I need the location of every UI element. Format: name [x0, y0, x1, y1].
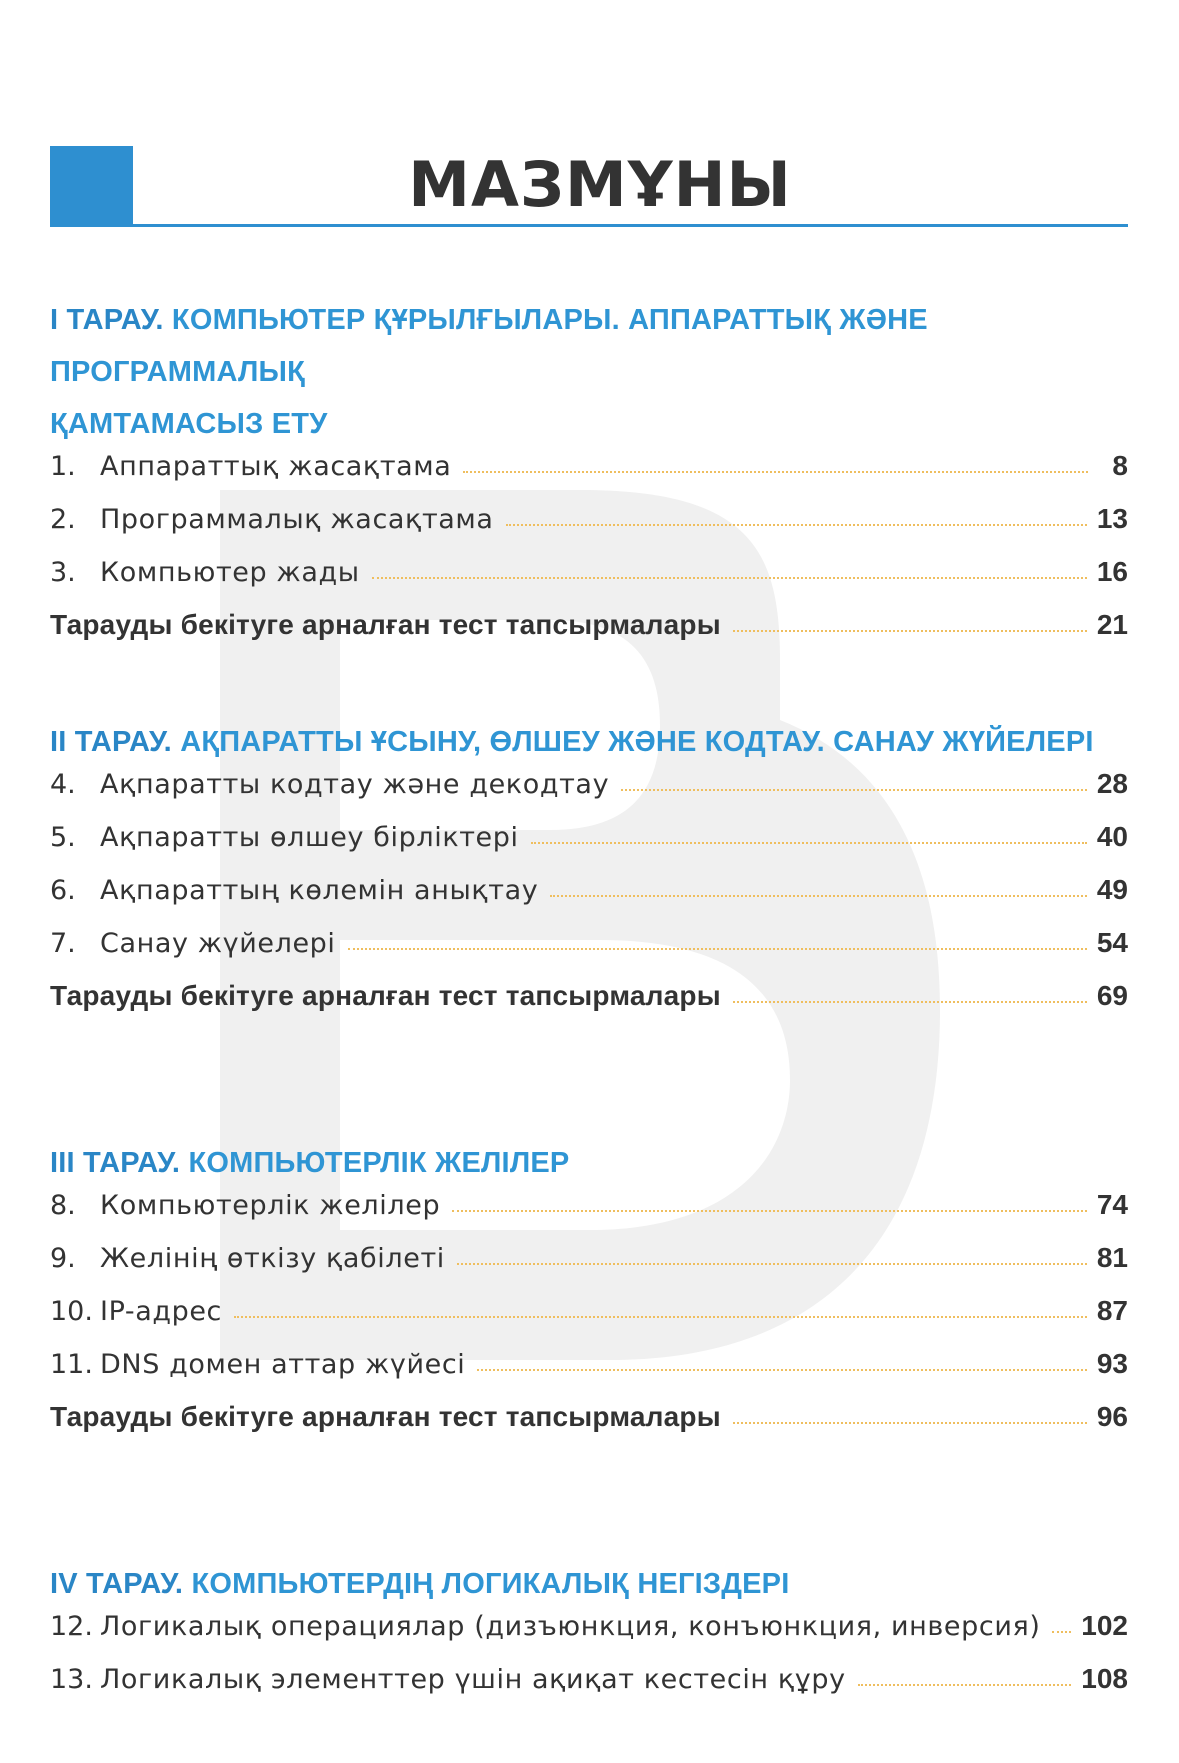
entry-page: 28 — [1096, 768, 1128, 799]
section-3 — [50, 1137, 1128, 1454]
toc-entry[interactable] — [50, 1610, 1128, 1663]
toc-entry[interactable] — [50, 1348, 1128, 1401]
toc-entry[interactable] — [50, 450, 1128, 503]
dot-leader — [372, 577, 1087, 579]
toc-test-entry[interactable] — [50, 1401, 1128, 1454]
entry-label: Желінің өткізу қабілеті — [100, 1243, 445, 1274]
entry-number: 4. — [50, 769, 76, 800]
dot-leader — [858, 1684, 1072, 1686]
entry-number: 13. — [50, 1664, 93, 1695]
entry-page: 21 — [1096, 609, 1128, 640]
entry-number: 5. — [50, 822, 76, 853]
section-4 — [50, 1558, 1128, 1716]
entry-number: 7. — [50, 928, 76, 959]
entry-number: 8. — [50, 1190, 76, 1221]
entry-number: 3. — [50, 557, 76, 588]
test-label: Тарауды бекітуге арналған тест тапсырмалары — [50, 980, 721, 1011]
toc-entry[interactable] — [50, 927, 1128, 980]
entry-label: Программалық жасақтама — [100, 504, 494, 535]
entry-label: DNS домен аттар жүйесі — [100, 1349, 466, 1380]
section-2-title[interactable] — [50, 716, 1128, 768]
toc-entry[interactable] — [50, 503, 1128, 556]
header-accent-square — [50, 146, 133, 226]
entry-page: 54 — [1096, 927, 1128, 958]
entry-label: Компьютерлік желілер — [100, 1190, 441, 1221]
dot-leader — [1052, 1631, 1071, 1633]
entry-label: Санау жүйелері — [100, 928, 336, 959]
entry-page: 69 — [1096, 980, 1128, 1011]
entry-label: Ақпаратты кодтау және декодтау — [100, 769, 610, 800]
section-4-title[interactable] — [50, 1558, 1128, 1610]
entry-number: 12. — [50, 1611, 93, 1642]
section-1-title[interactable] — [50, 294, 1128, 398]
entry-page: 102 — [1081, 1610, 1128, 1641]
entry-number: 10. — [50, 1296, 93, 1327]
toc-entry[interactable] — [50, 1189, 1128, 1242]
section-1-title-line1: КОМПЬЮТЕР ҚҰРЫЛҒЫЛАРЫ. АППАРАТТЫҚ ЖӘНЕ ПРОГРАММАЛЫҚ — [50, 304, 928, 388]
section-4-title-line1: КОМПЬЮТЕРДІҢ ЛОГИКАЛЫҚ НЕГІЗДЕРІ — [191, 1568, 790, 1600]
dot-leader — [234, 1316, 1087, 1318]
entry-label: Ақпаратты өлшеу бірліктері — [100, 822, 519, 853]
entry-number: 11. — [50, 1349, 93, 1380]
section-3-prefix: III ТАРАУ. — [50, 1147, 181, 1179]
toc-entry[interactable] — [50, 556, 1128, 609]
entry-label: Ақпараттың көлемін анықтау — [100, 875, 539, 906]
test-label: Тарауды бекітуге арналған тест тапсырмалары — [50, 609, 721, 640]
dot-leader — [733, 630, 1087, 632]
dot-leader — [452, 1210, 1087, 1212]
section-2 — [50, 716, 1128, 1033]
section-4-prefix: IV ТАРАУ. — [50, 1568, 184, 1600]
entry-number: 1. — [50, 451, 76, 482]
header-underline — [50, 224, 1128, 227]
dot-leader — [506, 524, 1087, 526]
section-3-title-line1: КОМПЬЮТЕРЛІК ЖЕЛІЛЕР — [188, 1147, 570, 1179]
dot-leader — [457, 1263, 1087, 1265]
toc-entry[interactable] — [50, 1295, 1128, 1348]
entry-label: Логикалық элементтер үшін ақиқат кестесін құру — [100, 1664, 846, 1695]
section-1-title-line2: ҚАМТАМАСЫЗ ЕТУ — [50, 408, 328, 440]
entry-page: 49 — [1096, 874, 1128, 905]
section-2-prefix: II ТАРАУ. — [50, 726, 172, 758]
dot-leader — [477, 1369, 1086, 1371]
entry-page: 87 — [1096, 1295, 1128, 1326]
entry-page: 13 — [1096, 503, 1128, 534]
dot-leader — [550, 895, 1087, 897]
dot-leader — [348, 948, 1087, 950]
entry-page: 40 — [1096, 821, 1128, 852]
entry-label: Компьютер жады — [100, 557, 360, 588]
entry-label: Аппараттық жасақтама — [100, 451, 452, 482]
entry-page: 93 — [1096, 1348, 1128, 1379]
toc-test-entry[interactable] — [50, 609, 1128, 662]
toc-entry[interactable] — [50, 821, 1128, 874]
page-title: МАЗМҰНЫ — [408, 148, 792, 221]
entry-number: 6. — [50, 875, 76, 906]
entry-page: 74 — [1096, 1189, 1128, 1220]
toc-test-entry[interactable] — [50, 980, 1128, 1033]
entry-page: 16 — [1096, 556, 1128, 587]
section-2-title-line1: АҚПАРАТТЫ ҰСЫНУ, ӨЛШЕУ ЖӘНЕ КОДТАУ. САНАУ ЖҮЙЕЛЕРІ — [180, 726, 1094, 758]
entry-number: 2. — [50, 504, 76, 535]
section-1-title-cont[interactable] — [50, 398, 1128, 450]
toc-entry[interactable] — [50, 1663, 1128, 1716]
entry-label: Логикалық операциялар (дизъюнкция, конъюнкция, инверсия) — [100, 1611, 1041, 1642]
section-1 — [50, 294, 1128, 662]
entry-page: 96 — [1096, 1401, 1128, 1432]
test-label: Тарауды бекітуге арналған тест тапсырмалары — [50, 1401, 721, 1432]
toc-entry[interactable] — [50, 874, 1128, 927]
entry-page: 108 — [1081, 1663, 1128, 1694]
section-3-title[interactable] — [50, 1137, 1128, 1189]
entry-page: 81 — [1096, 1242, 1128, 1273]
section-1-prefix: I ТАРАУ. — [50, 304, 164, 336]
dot-leader — [733, 1422, 1087, 1424]
toc-entry[interactable] — [50, 768, 1128, 821]
entry-label: IP-адрес — [100, 1296, 223, 1327]
dot-leader — [463, 471, 1088, 473]
toc-entry[interactable] — [50, 1242, 1128, 1295]
entry-page: 8 — [1112, 450, 1128, 481]
dot-leader — [621, 789, 1087, 791]
entry-number: 9. — [50, 1243, 76, 1274]
dot-leader — [531, 842, 1087, 844]
dot-leader — [733, 1001, 1087, 1003]
